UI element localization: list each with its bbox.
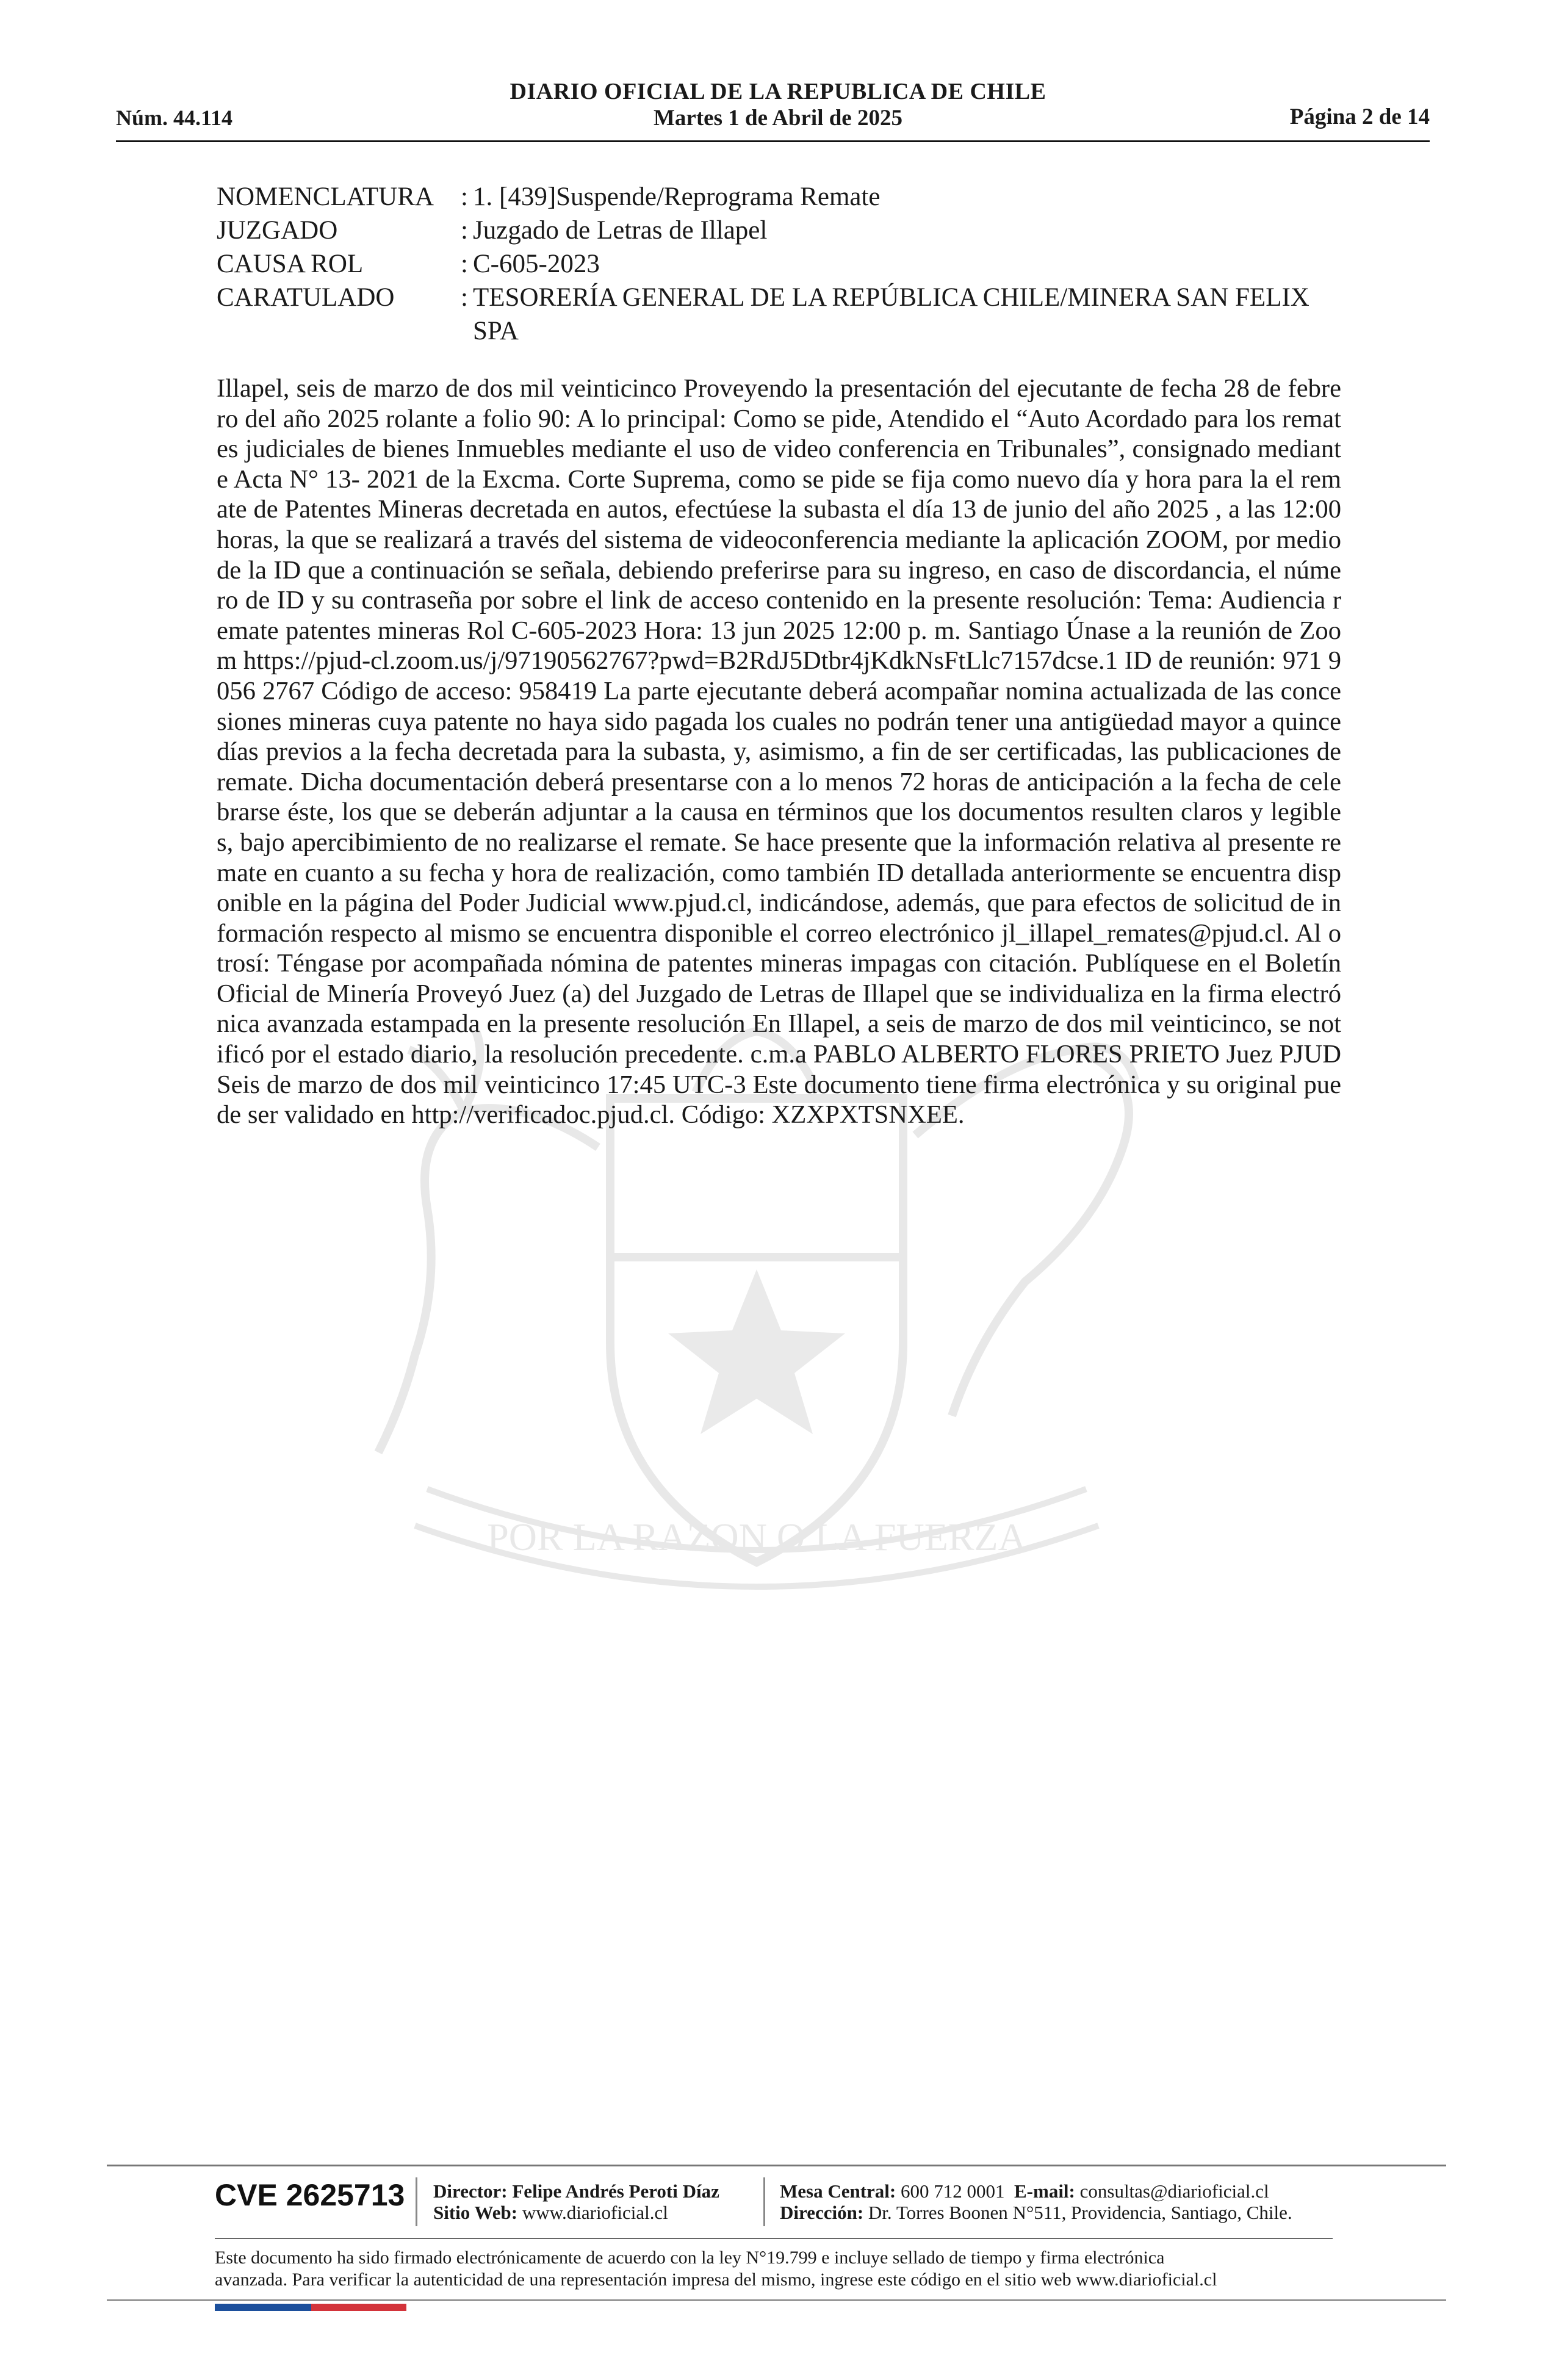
meta-key: CARATULADO bbox=[217, 283, 395, 312]
meta-row-juzgado bbox=[217, 214, 1345, 247]
cve-code: CVE 2625713 bbox=[215, 2178, 405, 2212]
page-number: Página 2 de 14 bbox=[1289, 104, 1430, 129]
address-label: Dirección: bbox=[780, 2202, 864, 2223]
meta-separator: : bbox=[461, 182, 468, 211]
meta-key: CAUSA ROL bbox=[217, 250, 364, 278]
issue-number: Núm. 44.114 bbox=[116, 106, 233, 130]
meta-separator: : bbox=[461, 216, 468, 245]
meta-row-caratulado bbox=[217, 281, 1345, 348]
email-link[interactable]: consultas@diarioficial.cl bbox=[1079, 2180, 1269, 2202]
footer-top-divider bbox=[107, 2165, 1446, 2166]
footer-contact-block bbox=[780, 2180, 1292, 2223]
footer-director-block bbox=[433, 2180, 719, 2223]
notice-body: Illapel, seis de marzo de dos mil veinticinco Proveyendo la presentación del ejecutante de fecha 28 de febrero del año 2025 rolante a folio 90: A lo principal: Como se pide, Atendido el “Auto Acordado para los remates judiciales de bienes Inmuebles mediante el uso de video conferencia en Tribunales”, consignado mediante Acta N° 13- 2021 de la Excma. Corte Suprema, como se pide se fija como nuevo día y hora para la el remate de Patentes Mineras decretada en autos, efectúese la subasta el día 13 de junio del año 2025 , a las 12:00 horas, la que se realizará a través del sistema de videoconferencia mediante la aplicación ZOOM, por medio de la ID que a continuación se señala, debiendo preferirse para su ingreso, en caso de discordancia, el número de ID y su contraseña por sobre el link de acceso contenido en la presente resolución: Tema: Audiencia remate patentes mineras Rol C-605-2023 Hora: 13 jun 2025 12:00 p. m. Santiago Únase a la reunión de Zoom https://pjud-cl.zoom.us/j/97190562767?pwd=B2RdJ5Dtbr4jKdkNsFtLlc7157dcse.1 ID de reunión: 971 9056 2767 Código de acceso: 958419 La parte ejecutante deberá acompañar nomina actualizada de las concesiones mineras cuya patente no haya sido pagada los cuales no podrán tener una antigüedad mayor a quince días previos a la fecha decretada para la subasta, y, asimismo, a fin de ser certificadas, las publicaciones de remate. Dicha documentación deberá presentarse con a lo menos 72 horas de anticipación a la fecha de celebrarse éste, los que se deberán adjuntar a la causa en términos que los documentos resulten claros y legibles, bajo apercibimiento de no realizarse el remate. Se hace presente que la información relativa al presente remate en cuanto a su fecha y hora de realización, como también ID detallada anteriormente se encuentra disponible en la página del Poder Judicial www.pjud.cl, indicándose, además, que para efectos de solicitud de información respecto al mismo se encuentra disponible el correo electrónico jl_illapel_remates@pjud.cl. Al otrosí: Téngase por acompañada nómina de patentes mineras impagas con citación. Publíquese en el Boletín Oficial de Minería Proveyó Juez (a) del Juzgado de Letras de Illapel que se individualiza en la firma electrónica avanzada estampada en la presente resolución En Illapel, a seis de marzo de dos mil veinticinco, se notificó por el estado diario, la resolución precedente. c.m.a PABLO ALBERTO FLORES PRIETO Juez PJUD Seis de marzo de dos mil veinticinco 17:45 UTC-3 Este documento tiene firma electrónica y su original puede ser validado en http://verificadoc.pjud.cl. Código: XZXPXTSNXEE. bbox=[217, 374, 1341, 1130]
footer-vertical-divider bbox=[416, 2177, 417, 2226]
director-name: Felipe Andrés Peroti Díaz bbox=[512, 2180, 719, 2202]
meta-row-nomenclatura bbox=[217, 180, 1345, 214]
footer-mid-divider bbox=[215, 2238, 1333, 2239]
meta-value: 1. [439]Suspende/Reprograma Remate bbox=[473, 182, 881, 211]
meta-row-causa-rol bbox=[217, 247, 1345, 281]
header-divider bbox=[116, 140, 1430, 142]
meta-separator: : bbox=[461, 250, 468, 278]
address-value: Dr. Torres Boonen N°511, Providencia, Santiago, Chile. bbox=[868, 2202, 1292, 2223]
flag-bar-blue bbox=[215, 2304, 311, 2311]
issue-date: Martes 1 de Abril de 2025 bbox=[654, 106, 902, 131]
meta-value: C-605-2023 bbox=[473, 250, 600, 278]
signature-note-line: avanzada. Para verificar la autenticidad de una representación impresa del mismo, ingrese este código en el sitio web www.diarioficial.cl bbox=[215, 2270, 1217, 2290]
meta-separator: : bbox=[461, 283, 468, 312]
meta-value: Juzgado de Letras de Illapel bbox=[473, 216, 768, 245]
site-label: Sitio Web: bbox=[433, 2202, 518, 2223]
signature-note bbox=[215, 2247, 1344, 2291]
meta-key: NOMENCLATURA bbox=[217, 182, 434, 211]
phone-value: 600 712 0001 bbox=[901, 2180, 1005, 2202]
watermark-motto: POR LA RAZON O LA FUERZA bbox=[487, 1515, 1026, 1559]
site-link[interactable]: www.diarioficial.cl bbox=[522, 2202, 668, 2223]
notice-metadata bbox=[217, 180, 1345, 348]
newspaper-title: DIARIO OFICIAL DE LA REPUBLICA DE CHILE bbox=[510, 79, 1046, 104]
flag-bar-red bbox=[311, 2304, 406, 2311]
email-label: E-mail: bbox=[1014, 2180, 1075, 2202]
meta-value: TESORERÍA GENERAL DE LA REPÚBLICA CHILE/MINERA SAN FELIX SPA bbox=[473, 283, 1309, 345]
footer-vertical-divider bbox=[763, 2177, 765, 2226]
director-label: Director: bbox=[433, 2180, 508, 2202]
meta-key: JUZGADO bbox=[217, 216, 338, 245]
footer-bottom-divider bbox=[107, 2299, 1446, 2301]
signature-note-line: Este documento ha sido firmado electrónicamente de acuerdo con la ley N°19.799 e incluye sellado de tiempo y firma electrónica bbox=[215, 2248, 1165, 2268]
phone-label: Mesa Central: bbox=[780, 2180, 896, 2202]
